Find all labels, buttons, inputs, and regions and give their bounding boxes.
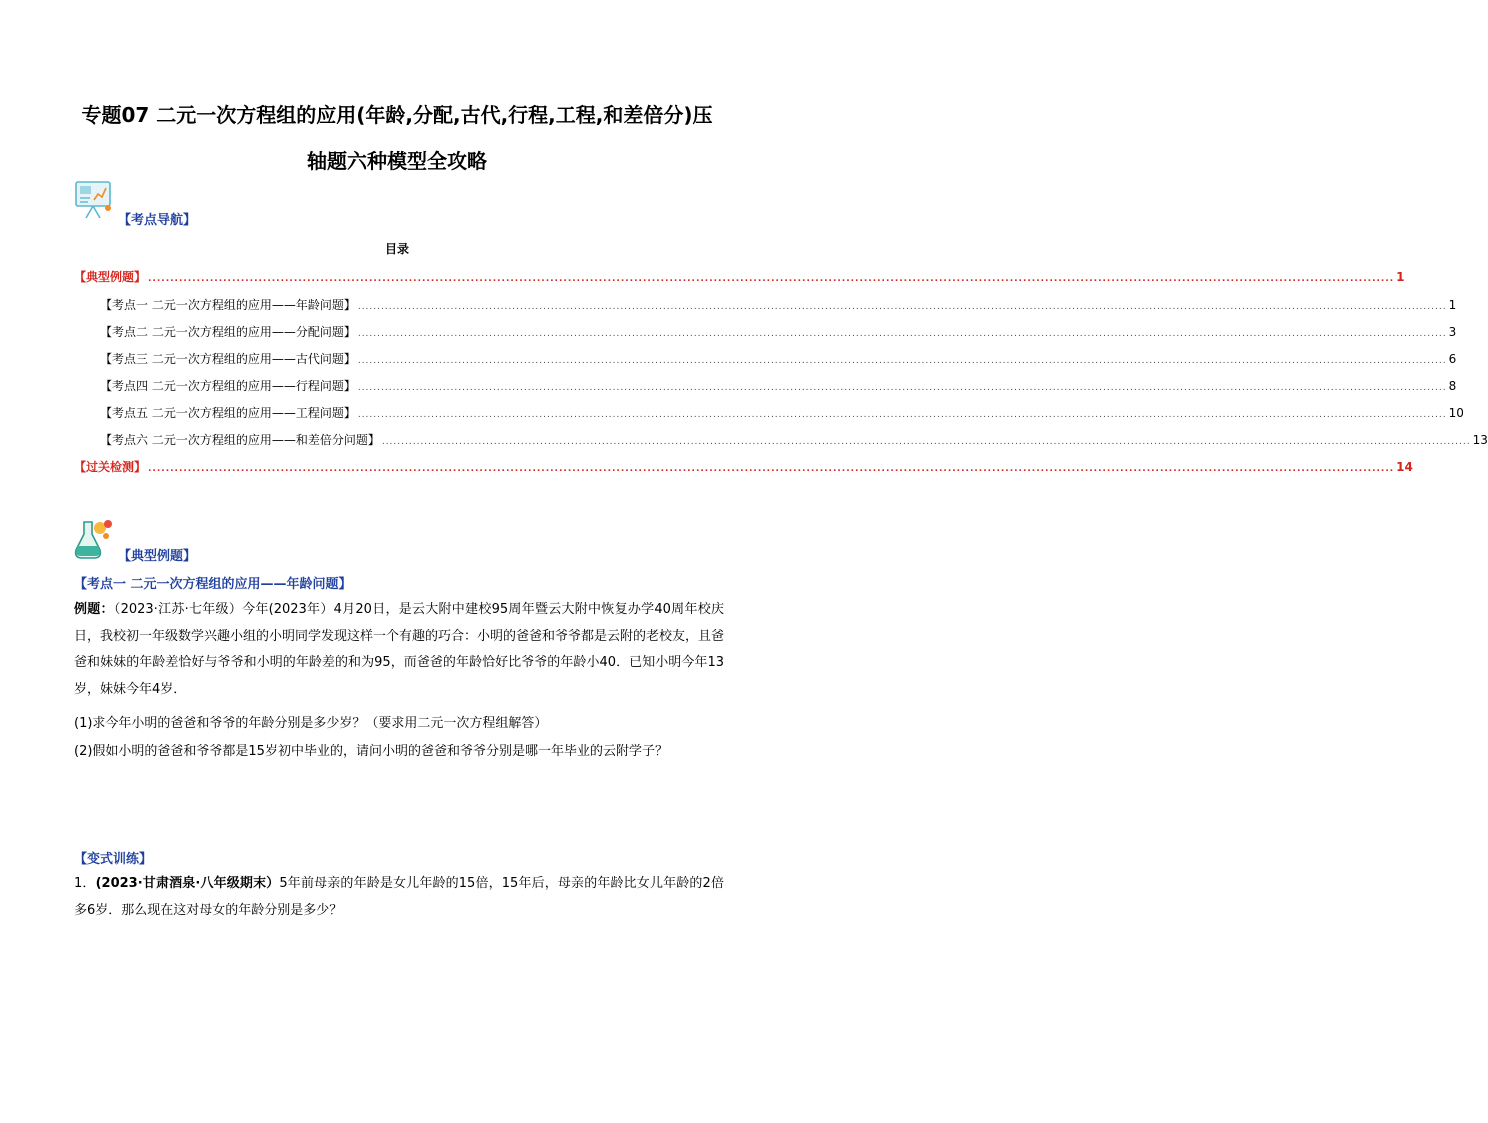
toc-entry-kaodian-1[interactable] <box>100 296 1457 314</box>
toc-heading: 目录 <box>384 242 409 256</box>
toc-entry-page: 6 <box>1448 352 1457 366</box>
toc-entry-examples[interactable] <box>74 268 1405 286</box>
practice-item-source: (2023·甘肃酒泉·八年级期末） <box>95 876 280 891</box>
toc-entry-kaodian-4[interactable] <box>100 377 1457 395</box>
toc-leader-dots: .......................................................................................................................................................................................................................................................................................... <box>381 437 1471 447</box>
flask-icon <box>70 516 116 562</box>
question-1: (1)求今年小明的爸爸和爷爷的年龄分别是多少岁？（要求用二元一次方程组解答） <box>74 716 548 731</box>
toc-entry-page: 3 <box>1448 325 1457 339</box>
toc-entry-page: 1 <box>1396 270 1405 284</box>
toc-entry-kaodian-6[interactable] <box>100 431 1488 449</box>
toc-entry-kaodian-5[interactable] <box>100 404 1464 422</box>
presentation-board-icon <box>74 178 114 220</box>
toc-entry-label: 【过关检测】 <box>74 460 147 474</box>
toc-entry-label: 【考点三 二元一次方程组的应用——古代问题】 <box>100 352 356 366</box>
practice-item-1 <box>74 871 724 924</box>
title-line-2: 轴题六种模型全攻略 <box>307 149 487 173</box>
toc-entry-label: 【考点二 二元一次方程组的应用——分配问题】 <box>100 325 356 339</box>
toc-entry-page: 13 <box>1472 433 1488 447</box>
toc-leader-dots: .......................................................................................................................................................................................................................................................................................... <box>357 410 1447 420</box>
nav-section-heading: 【考点导航】 <box>118 213 197 228</box>
toc-entry-label: 【考点六 二元一次方程组的应用——和差倍分问题】 <box>100 433 380 447</box>
toc-entry-kaodian-2[interactable] <box>100 323 1457 341</box>
toc-entry-page: 10 <box>1448 406 1464 420</box>
example-text: （2023·江苏·七年级）今年(2023年）4月20日，是云大附中建校95周年暨云大附中恢复办学40周年校庆日，我校初一年级数学兴趣小组的小明同学发现这样一个有趣的巧合：小明的爸爸和爷爷都是云附的老校友，且爸爸和妹妹的年龄差恰好与爷爷和小明的年龄差的和为95，而爸爸的年龄恰好比爷爷的年龄小40．已知小明今年13岁，妹妹今年4岁． <box>74 602 725 697</box>
kaodian-1-heading: 【考点一 二元一次方程组的应用——年龄问题】 <box>74 577 352 592</box>
toc-entry-label: 【典型例题】 <box>74 270 147 284</box>
document-title <box>40 92 754 184</box>
toc-entry-label: 【考点五 二元一次方程组的应用——工程问题】 <box>100 406 356 420</box>
example-colon: ： <box>100 602 114 617</box>
toc-leader-dots: .......................................................................................................................................................................................................................................................................................... <box>357 329 1447 339</box>
toc-leader-dots: .......................................................................................................................................................................................................................................................................................... <box>148 274 1395 284</box>
title-line-1: 专题07 二元一次方程组的应用(年龄,分配,古代,行程,工程,和差倍分)压 <box>81 103 713 127</box>
toc-entry-page: 8 <box>1448 379 1457 393</box>
practice-heading: 【变式训练】 <box>74 852 153 867</box>
examples-section-heading: 【典型例题】 <box>118 549 197 564</box>
toc-entry-page: 14 <box>1396 460 1413 474</box>
question-2: (2)假如小明的爸爸和爷爷都是15岁初中毕业的，请问小明的爸爸和爷爷分别是哪一年毕业的云附学子？ <box>74 744 668 759</box>
practice-item-text: 5年前母亲的年龄是女儿年龄的15倍，15年后，母亲的年龄比女儿年龄的2倍多6岁．那么现在这对母女的年龄分别是多少？ <box>74 876 724 918</box>
toc-leader-dots: .......................................................................................................................................................................................................................................................................................... <box>357 383 1447 393</box>
practice-item-number: 1． <box>74 876 96 891</box>
toc-leader-dots: .......................................................................................................................................................................................................................................................................................... <box>357 356 1447 366</box>
example-label: 例题 <box>74 602 101 617</box>
toc-entry-label: 【考点四 二元一次方程组的应用——行程问题】 <box>100 379 356 393</box>
example-paragraph <box>74 597 724 703</box>
toc-entry-label: 【考点一 二元一次方程组的应用——年龄问题】 <box>100 298 356 312</box>
toc-entry-page: 1 <box>1448 298 1457 312</box>
toc-leader-dots: .......................................................................................................................................................................................................................................................................................... <box>148 464 1395 474</box>
toc-leader-dots: .......................................................................................................................................................................................................................................................................................... <box>357 302 1447 312</box>
toc-entry-kaodian-3[interactable] <box>100 350 1457 368</box>
toc-entry-review[interactable] <box>74 458 1413 476</box>
